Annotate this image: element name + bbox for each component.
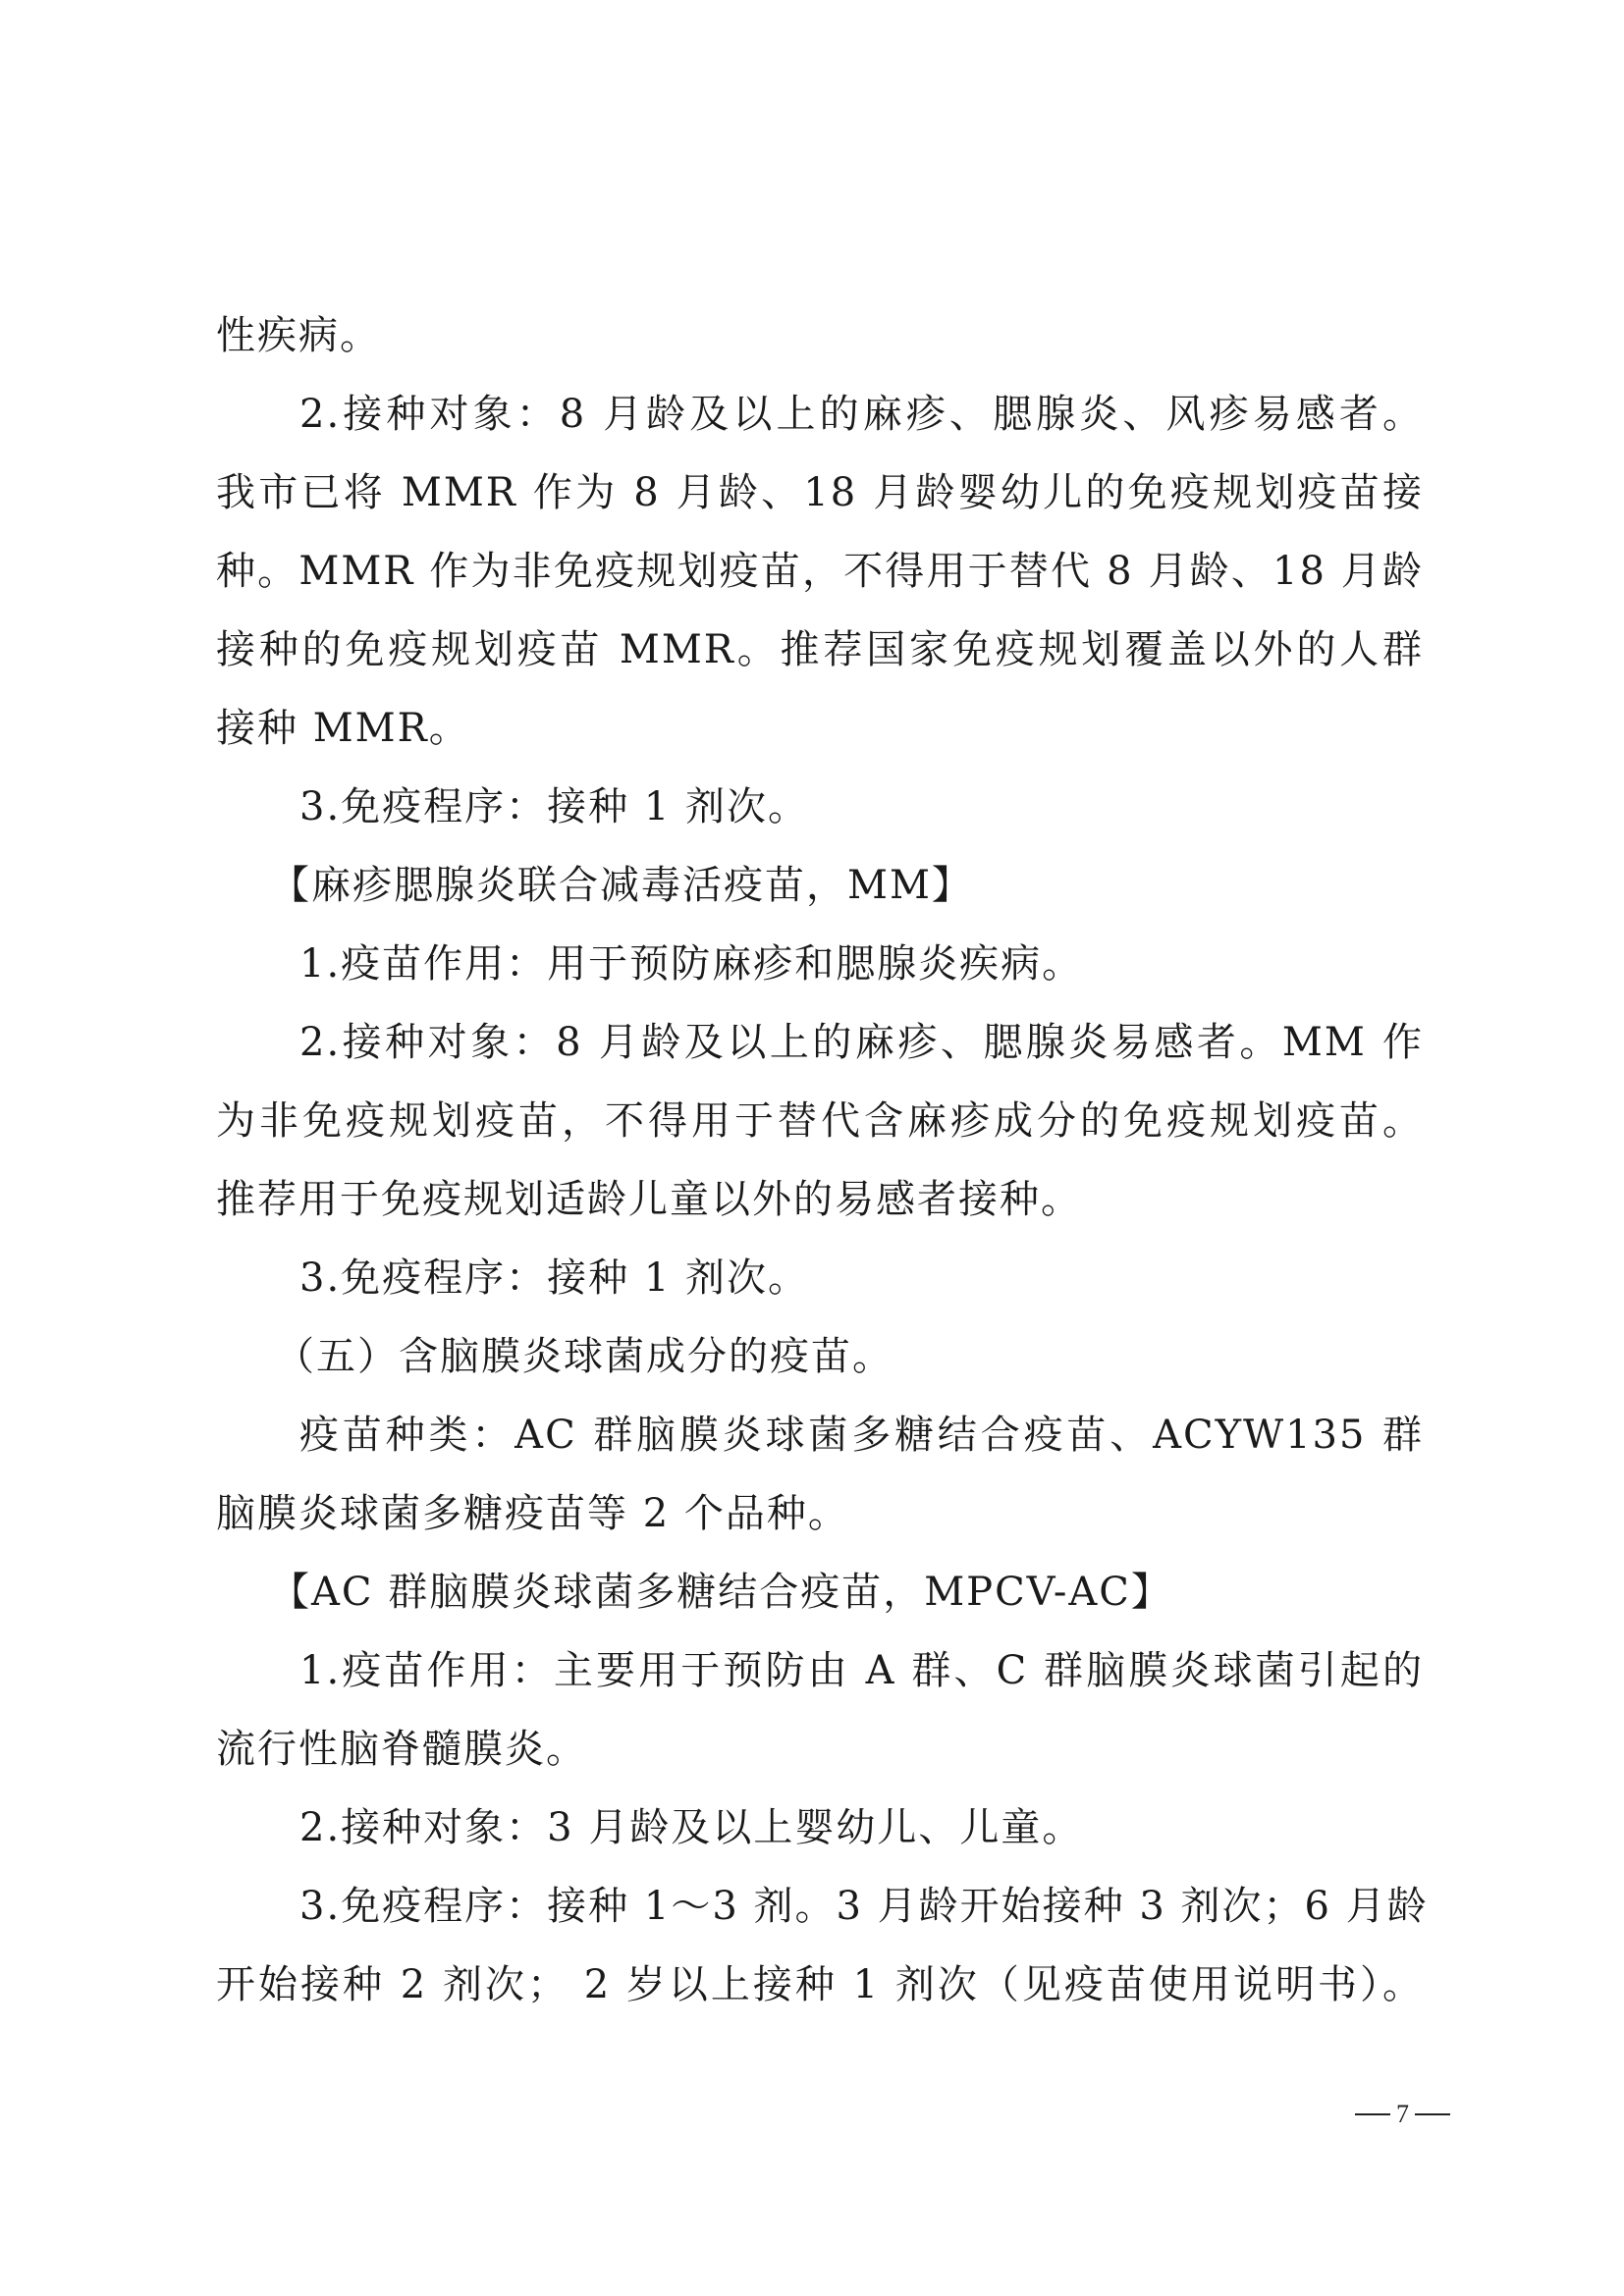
text-line: 我市已将 MMR 作为 8 月龄、18 月龄婴幼儿的免疫规划疫苗接 xyxy=(216,470,1424,515)
text-line: 3.免疫程序：接种 1 剂次。 xyxy=(299,784,810,829)
text-line: 脑膜炎球菌多糖疫苗等 2 个品种。 xyxy=(216,1491,849,1536)
section-title: 【麻疹腮腺炎联合减毒活疫苗，MM】 xyxy=(270,863,973,908)
text-line: 2.接种对象：3 月龄及以上婴幼儿、儿童。 xyxy=(299,1805,1084,1850)
text-line: 接种 MMR。 xyxy=(216,706,470,751)
section-heading: （五）含脑膜炎球菌成分的疫苗。 xyxy=(275,1334,893,1379)
text-line: 3.免疫程序：接种 1～3 剂。3 月龄开始接种 3 剂次；6 月龄 xyxy=(299,1884,1429,1929)
section-title: 【AC 群脑膜炎球菌多糖结合疫苗，MPCV-AC】 xyxy=(270,1570,1172,1615)
text-line: 2.接种对象：8 月龄及以上的麻疹、腮腺炎、风疹易感者。 xyxy=(299,392,1424,437)
text-line: 2.接种对象：8 月龄及以上的麻疹、腮腺炎易感者。MM 作 xyxy=(299,1020,1424,1065)
page-number: 7 xyxy=(1396,2100,1409,2128)
text-line: 流行性脑脊髓膜炎。 xyxy=(216,1727,587,1772)
text-line: 1.疫苗作用：主要用于预防由 A 群、C 群脑膜炎球菌引起的 xyxy=(299,1648,1424,1693)
text-line: 种。MMR 作为非免疫规划疫苗，不得用于替代 8 月龄、18 月龄 xyxy=(216,549,1424,594)
text-line: 接种的免疫规划疫苗 MMR。推荐国家免疫规划覆盖以外的人群 xyxy=(216,627,1424,672)
text-line: 推荐用于免疫规划适龄儿童以外的易感者接种。 xyxy=(216,1177,1082,1222)
text-line: 3.免疫程序：接种 1 剂次。 xyxy=(299,1255,810,1301)
text-line: 为非免疫规划疫苗，不得用于替代含麻疹成分的免疫规划疫苗。 xyxy=(216,1098,1424,1144)
text-line: 疫苗种类：AC 群脑膜炎球菌多糖结合疫苗、ACYW135 群 xyxy=(299,1413,1424,1458)
text-line: 开始接种 2 剂次； 2 岁以上接种 1 剂次（见疫苗使用说明书）。 xyxy=(216,1962,1424,2007)
text-line: 1.疫苗作用：用于预防麻疹和腮腺炎疾病。 xyxy=(299,941,1084,987)
text-line: 性疾病。 xyxy=(216,313,381,358)
dash-decoration xyxy=(1355,2113,1390,2115)
page-footer xyxy=(1355,2095,1463,2134)
dash-decoration xyxy=(1415,2113,1450,2115)
